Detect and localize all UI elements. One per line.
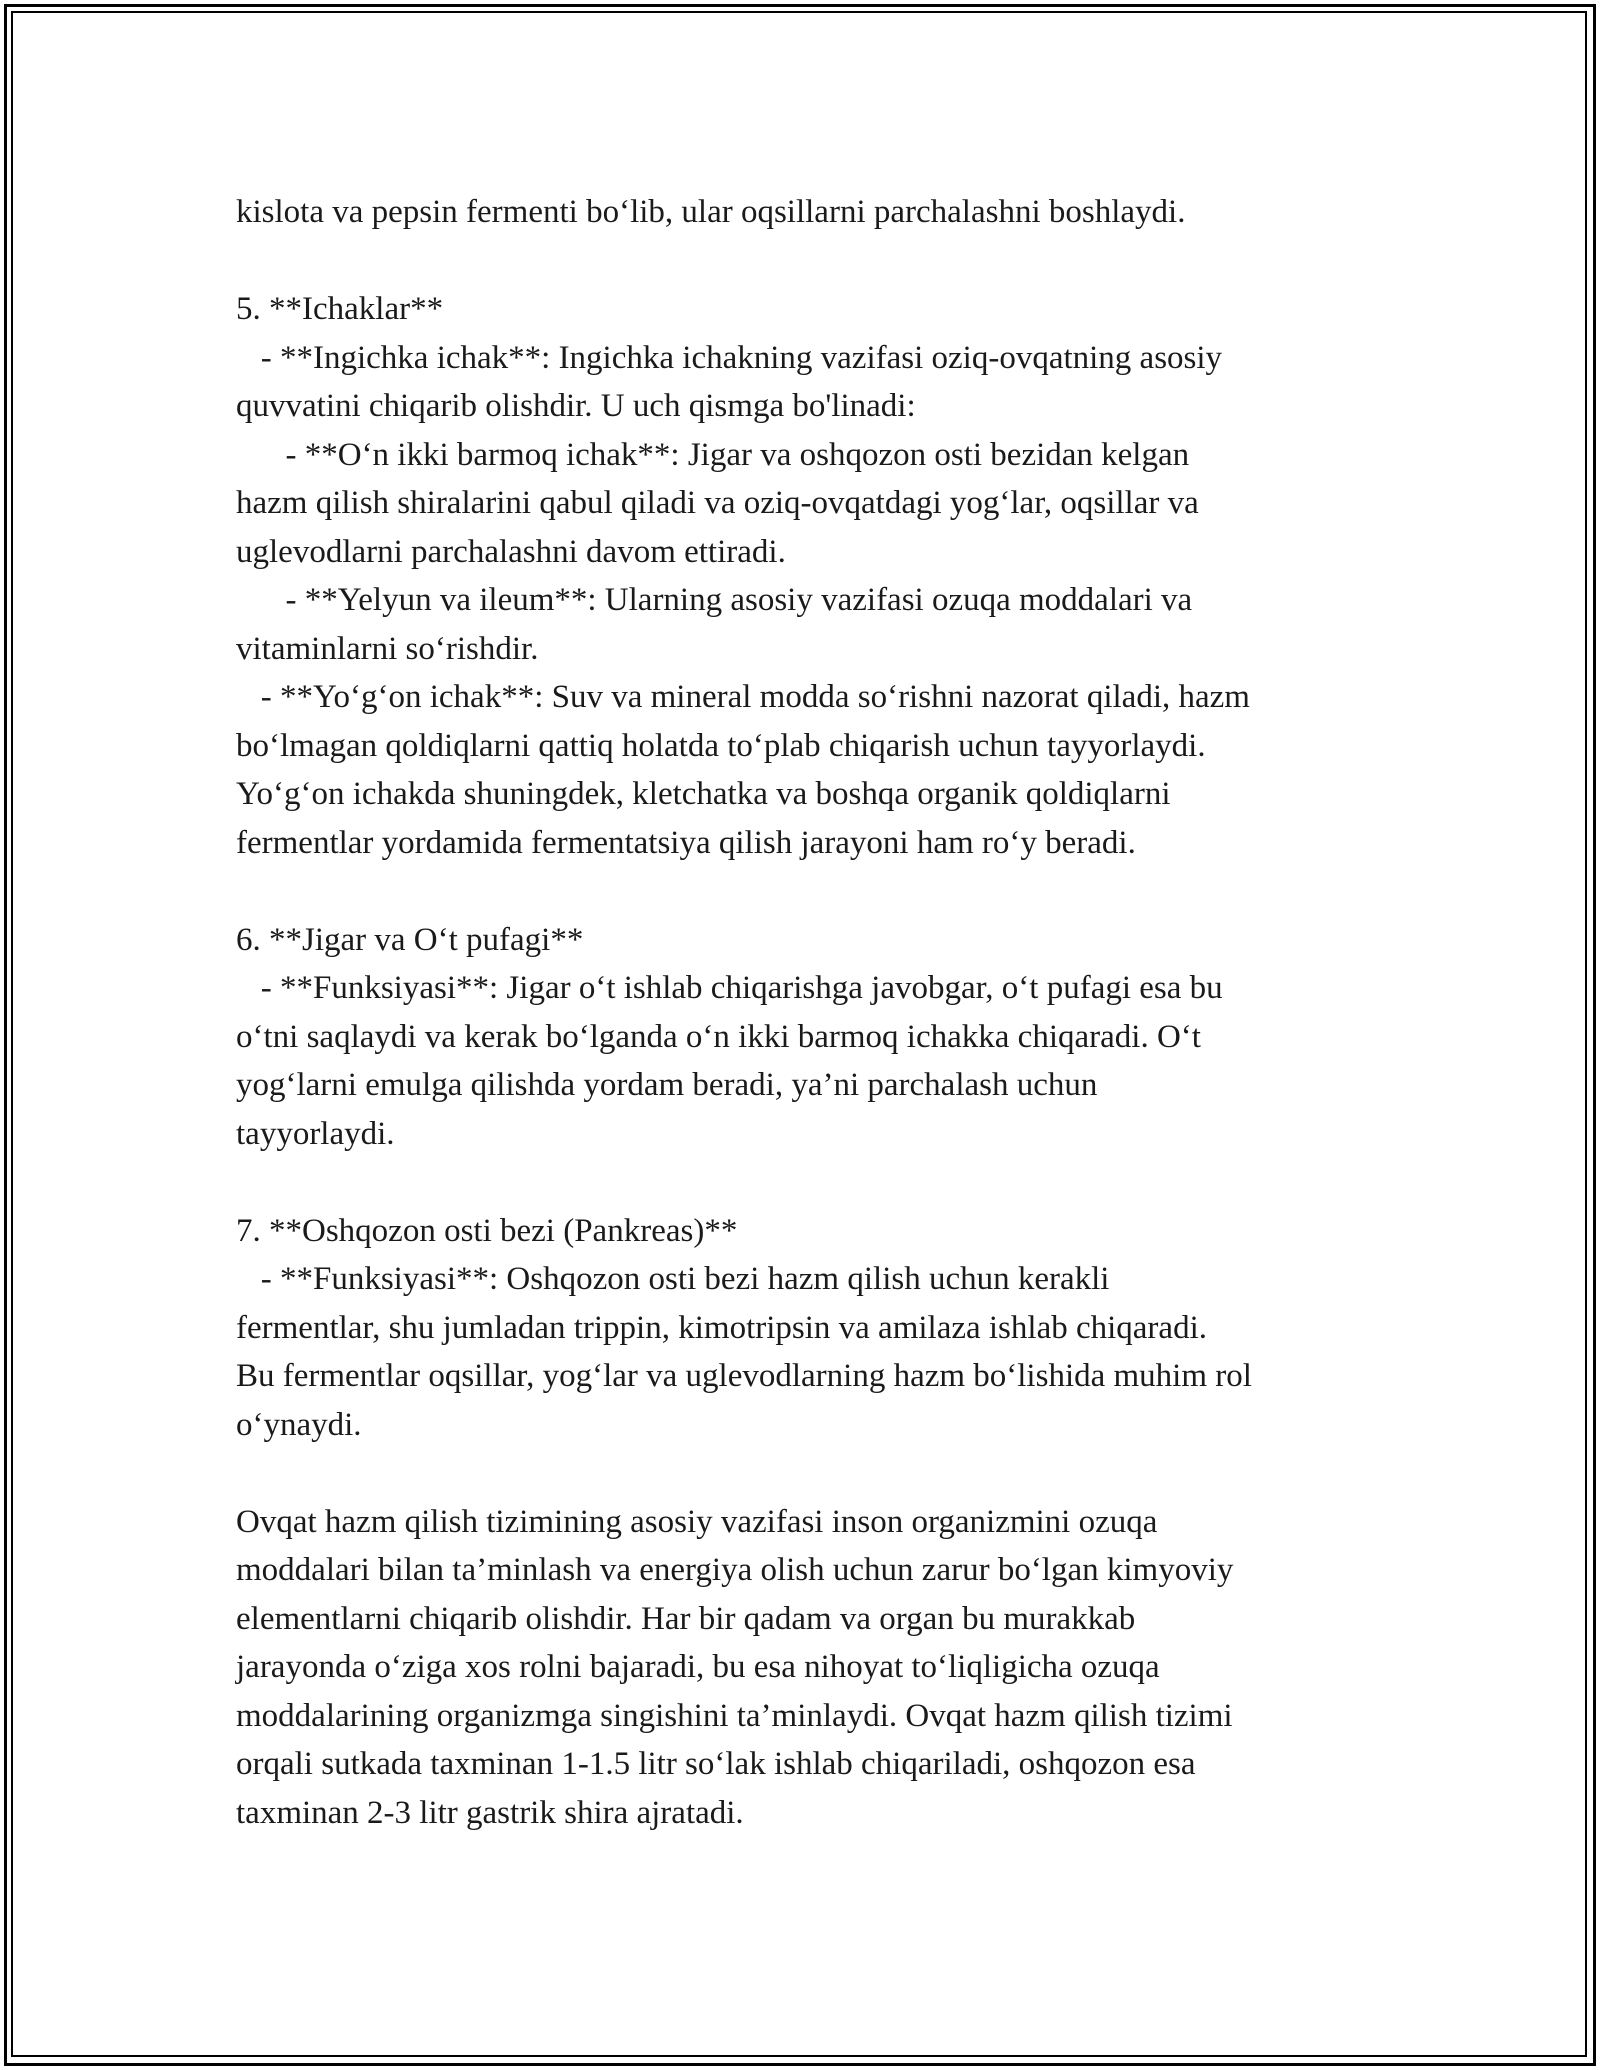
blank-line [236,1158,1376,1207]
text-line: vitaminlarni so‘rishdir. [236,630,539,667]
text-line: - **Funksiyasi**: Jigar o‘t ishlab chiqarishga javobgar, o‘t pufagi esa bu [236,970,1223,1006]
text-line: quvvatini chiqarib olishdir. U uch qismga bo'linadi: [236,388,916,424]
blank-line [236,237,1376,286]
section-heading-jigar: 6. **Jigar va O‘t pufagi** [236,921,584,958]
summary-paragraph-line: elementlarni chiqarib olishdir. Har bir qadam va organ bu murakkab [236,1600,1136,1637]
summary-paragraph-line: Ovqat hazm qilish tizimining asosiy vazifasi inson organizmini ozuqa [236,1503,1158,1540]
text-line: yog‘larni emulga qilishda yordam beradi, ya’ni parchalash uchun [236,1067,1098,1103]
section-heading-ichaklar: 5. **Ichaklar** [236,291,444,327]
text-line: uglevodlarni parchalashni davom ettiradi. [236,533,786,570]
text-line: - **Funksiyasi**: Oshqozon osti bezi hazm qilish uchun kerakli [236,1261,1110,1297]
document-body [236,188,1376,1837]
summary-paragraph-line: moddalari bilan ta’minlash va energiya olish uchun zarur bo‘lgan kimyoviy [236,1552,1234,1588]
text-line: fermentlar yordamida fermentatsiya qilish jarayoni ham ro‘y beradi. [236,824,1136,861]
summary-paragraph-line: orqali sutkada taxminan 1-1.5 litr so‘lak ishlab chiqariladi, oshqozon esa [236,1746,1196,1782]
text-line: - **Ingichka ichak**: Ingichka ichakning vazifasi oziq-ovqatning asosiy [236,339,1223,376]
text-line: o‘ynaydi. [236,1406,362,1443]
text-line: Bu fermentlar oqsillar, yog‘lar va uglevodlarning hazm bo‘lishida muhim rol [236,1358,1252,1394]
summary-paragraph-line: jarayonda o‘ziga xos rolni bajaradi, bu esa nihoyat to‘liqligicha ozuqa [236,1649,1160,1685]
text-line: - **Yo‘g‘on ichak**: Suv va mineral modda so‘rishni nazorat qiladi, hazm [236,679,1250,715]
text-line: tayyorlaydi. [236,1115,395,1152]
text-line: - **Yelyun va ileum**: Ularning asosiy vazifasi ozuqa moddalari va [236,582,1193,618]
blank-line [236,1449,1376,1498]
summary-paragraph-line: moddalarining organizmga singishini ta’minlaydi. Ovqat hazm qilish tizimi [236,1697,1233,1734]
text-line: hazm qilish shiralarini qabul qiladi va oziq-ovqatdagi yog‘lar, oqsillar va [236,485,1199,521]
text-line: - **O‘n ikki barmoq ichak**: Jigar va oshqozon osti bezidan kelgan [236,436,1190,473]
summary-paragraph-line: taxminan 2-3 litr gastrik shira ajratadi. [236,1794,744,1831]
text-line: o‘tni saqlaydi va kerak bo‘lganda o‘n ikki barmoq ichakka chiqaradi. O‘t [236,1018,1201,1055]
text-line: fermentlar, shu jumladan trippin, kimotripsin va amilaza ishlab chiqaradi. [236,1309,1207,1346]
section-heading-pankreas: 7. **Oshqozon osti bezi (Pankreas)** [236,1212,738,1249]
blank-line [236,867,1376,916]
text-line: kislota va pepsin fermenti bo‘lib, ular oqsillarni parchalashni boshlaydi. [236,194,1186,230]
text-line: bo‘lmagan qoldiqlarni qattiq holatda to‘plab chiqarish uchun tayyorlaydi. [236,727,1206,764]
text-line: Yo‘g‘on ichakda shuningdek, kletchatka va boshqa organik qoldiqlarni [236,776,1171,812]
